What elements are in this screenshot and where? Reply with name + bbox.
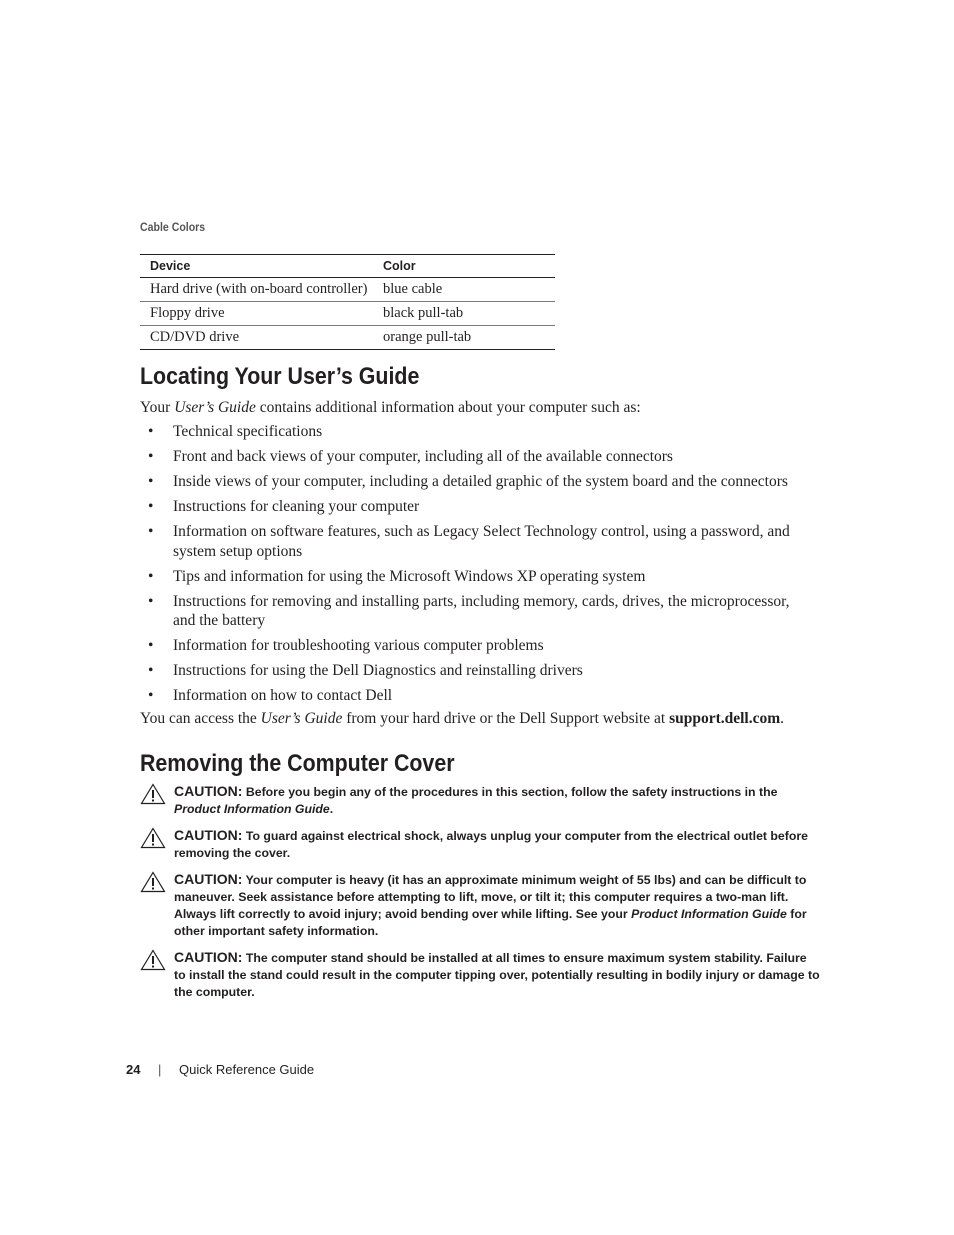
list-item-text: Information on software features, such as Legacy Select Technology control, using a password, and system setup options	[173, 523, 790, 560]
table-cell-device: CD/DVD drive	[140, 326, 373, 350]
table-cell-color: blue cable	[373, 278, 555, 302]
list-item	[140, 567, 805, 587]
caution-label: CAUTION:	[174, 783, 243, 799]
bullet-icon: •	[148, 637, 154, 654]
bullet-icon: •	[148, 592, 154, 610]
bullet-icon: •	[148, 523, 154, 540]
list-item-text: Information on how to contact Dell	[173, 687, 393, 704]
list-item	[140, 497, 805, 517]
caution-label: CAUTION:	[174, 871, 243, 887]
table-cell-device: Hard drive (with on-board controller)	[140, 278, 373, 302]
intro-text-pre: Your	[140, 399, 175, 416]
table-cell-color: orange pull-tab	[373, 326, 555, 350]
support-link[interactable]: support.dell.com	[669, 710, 781, 727]
table-row	[140, 278, 555, 302]
table-cell-color: black pull-tab	[373, 302, 555, 326]
intro-text-post: contains additional information about your computer such as:	[255, 399, 641, 416]
intro-text-em: User’s Guide	[174, 399, 256, 416]
bullet-icon: •	[148, 473, 154, 490]
warning-triangle-icon	[140, 783, 166, 805]
caution-block	[140, 783, 820, 818]
footer-separator: |	[158, 1062, 162, 1077]
list-item-text: Information for troubleshooting various computer problems	[173, 637, 544, 654]
intro-paragraph	[140, 399, 641, 417]
list-item-text: Inside views of your computer, including a detailed graphic of the system board and the connectors	[173, 473, 788, 490]
section-heading-removing-cover: Removing the Computer Cover	[140, 750, 455, 777]
table-row	[140, 302, 555, 326]
caution-text	[140, 871, 820, 940]
access-text-end: .	[780, 710, 785, 727]
caution-text	[140, 827, 820, 862]
bullet-icon: •	[148, 567, 154, 585]
cable-colors-table	[140, 254, 555, 350]
list-item	[140, 422, 805, 442]
list-item	[140, 447, 805, 467]
list-item-text: Front and back views of your computer, including all of the available connectors	[173, 448, 673, 465]
list-item	[140, 686, 805, 706]
list-item	[140, 472, 805, 492]
caution-block	[140, 871, 820, 940]
bullet-icon: •	[148, 448, 154, 465]
section-heading-users-guide: Locating Your User’s Guide	[140, 363, 420, 390]
guide-contents-list	[140, 422, 805, 711]
page-number: 24	[126, 1062, 141, 1077]
caution-label: CAUTION:	[174, 827, 243, 843]
caution-block	[140, 827, 820, 862]
caution-text-em: Product Information Guide	[174, 802, 330, 816]
caution-label: CAUTION:	[174, 949, 243, 965]
table-row	[140, 326, 555, 350]
list-item	[140, 636, 805, 656]
bullet-icon: •	[148, 687, 154, 704]
bullet-icon: •	[148, 498, 154, 515]
table-header-row	[140, 255, 555, 278]
access-text-pre: You can access the	[140, 710, 261, 727]
list-item-text: Instructions for using the Dell Diagnostics and reinstalling drivers	[173, 662, 583, 679]
table-caption: Cable Colors	[140, 220, 206, 234]
caution-text-post: .	[329, 802, 334, 816]
caution-text-post: for other important safety information.	[174, 907, 807, 938]
caution-text-pre: The computer stand should be installed at all times to ensure maximum system stability. Failure to install the stand could result in the computer tipping over, potentially resulting in bodily injury or damage to the computer.	[174, 951, 820, 999]
caution-text-pre: To guard against electrical shock, always unplug your computer from the electrical outlet before removing the cover.	[174, 829, 808, 860]
table-header-color: Color	[373, 255, 555, 278]
footer-guide-title: Quick Reference Guide	[179, 1062, 315, 1077]
caution-text-pre: Your computer is heavy (it has an approximate minimum weight of 55 lbs) and can be difficult to maneuver. Seek assistance before attempting to lift, move, or tilt it; this computer requires a two-man lift. Always lift correctly to avoid injury; avoid bending over while lifting. See your	[174, 873, 807, 921]
warning-triangle-icon	[140, 871, 166, 893]
list-item-text: Technical specifications	[173, 423, 323, 440]
warning-triangle-icon	[140, 827, 166, 849]
list-item-text: Tips and information for using the Microsoft Windows XP operating system	[173, 567, 646, 585]
list-item-text: Instructions for removing and installing parts, including memory, cards, drives, the microprocessor, and the battery	[173, 592, 790, 629]
bullet-icon: •	[148, 662, 154, 679]
table-header-device: Device	[140, 255, 373, 278]
access-text-em: User’s Guide	[260, 710, 343, 727]
list-item	[140, 592, 805, 631]
access-text-mid: from your hard drive or the Dell Support website at	[342, 710, 670, 727]
warning-triangle-icon	[140, 949, 166, 971]
list-item-text: Instructions for cleaning your computer	[173, 498, 420, 515]
caution-text-em: Product Information Guide	[631, 907, 787, 921]
caution-text	[140, 783, 820, 818]
bullet-icon: •	[148, 423, 154, 440]
table-cell-device: Floppy drive	[140, 302, 373, 326]
caution-block	[140, 949, 820, 1001]
access-paragraph	[140, 710, 784, 728]
caution-text-pre: Before you begin any of the procedures in this section, follow the safety instructions in the	[242, 785, 778, 799]
list-item	[140, 661, 805, 681]
list-item	[140, 522, 805, 561]
caution-text	[140, 949, 820, 1001]
